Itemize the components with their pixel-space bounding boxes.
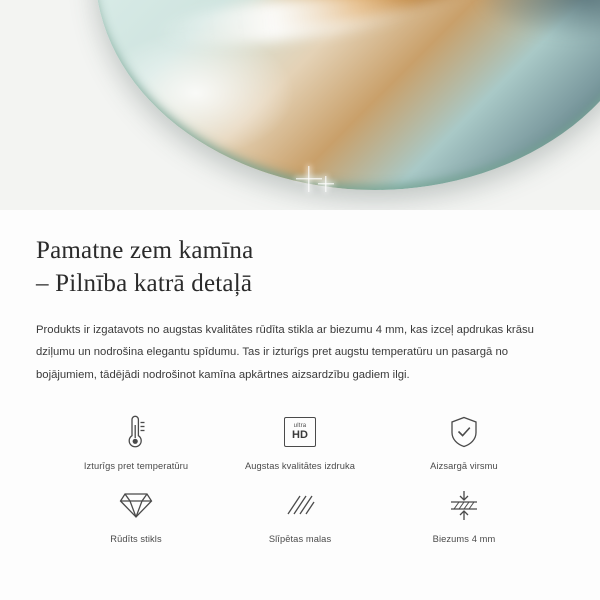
- feature-item-surface-protection: [382, 412, 546, 471]
- feature-label: Rūdīts stikls: [110, 534, 162, 545]
- feature-item-tempered-glass: [54, 485, 218, 544]
- page-title-line-1: Pamatne zem kamīna: [36, 237, 254, 264]
- feature-label: Biezums 4 mm: [432, 534, 496, 545]
- feature-item-print-quality: [218, 412, 382, 471]
- polished-edges-icon: [284, 485, 316, 525]
- ultra-hd-badge-bottom: HD: [292, 429, 308, 442]
- feature-item-thickness: [382, 485, 546, 544]
- diamond-icon: [119, 485, 153, 525]
- shield-check-icon: [449, 412, 479, 452]
- feature-item-polished-edges: [218, 485, 382, 544]
- feature-label: Izturīgs pret temperatūru: [83, 461, 189, 472]
- page-title: [36, 234, 564, 301]
- feature-label: Slīpētas malas: [268, 534, 332, 545]
- feature-label: Aizsargā virsmu: [430, 461, 498, 472]
- feature-label: Augstas kvalitātes izdruka: [244, 461, 356, 472]
- feature-grid: [36, 412, 564, 544]
- ultra-hd-badge-top: ultra: [293, 423, 307, 430]
- hero-image: [0, 0, 600, 210]
- thickness-icon: [447, 485, 481, 525]
- text-content: [0, 210, 600, 544]
- feature-item-temperature: [54, 412, 218, 471]
- page-title-line-2: – Pilnība katrā detaļā: [36, 270, 253, 298]
- ultra-hd-icon: [284, 412, 316, 452]
- thermometer-icon: [119, 412, 153, 452]
- product-description: Produkts ir izgatavots no augstas kvalitātes rūdīta stikla ar biezumu 4 mm, kas izceļ apdrukas krāsu dziļumu un nodrošina elegantu spīdumu. Tas ir izturīgs pret augstu temperatūru un pasargā no bojājumiem, tādējādi nodrošinot kamīna apkārtnes aizsardzību gadiem ilgi.: [36, 323, 534, 381]
